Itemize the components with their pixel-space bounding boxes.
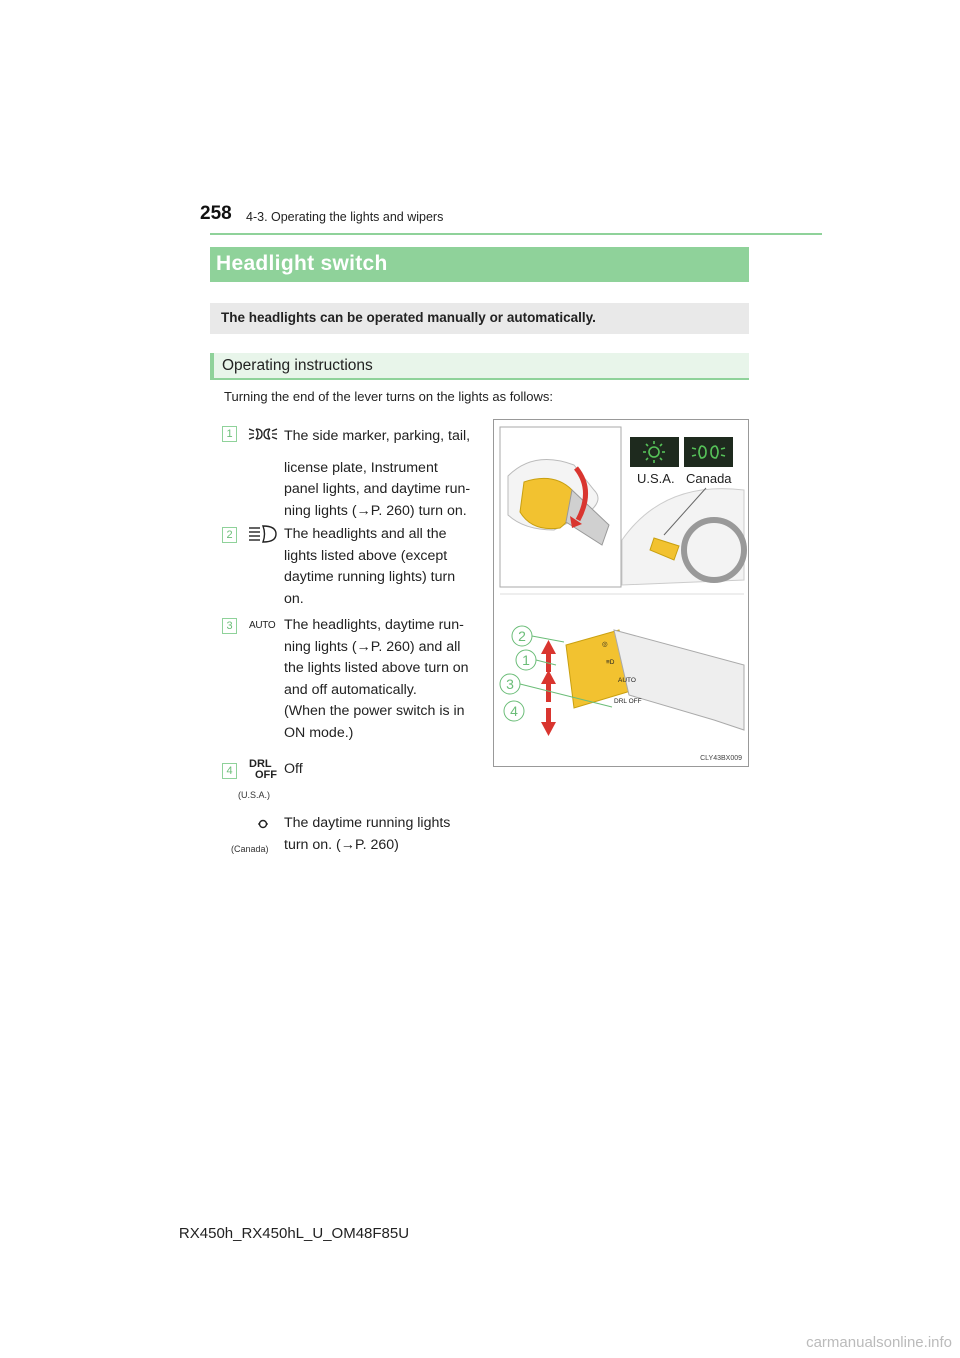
document-code: RX450h_RX450hL_U_OM48F85U (178, 1225, 410, 1242)
page-title: Headlight switch (216, 252, 388, 275)
item-5-text: The daytime running lights turn on. (→P. 260) (284, 815, 451, 853)
lever-illustration (493, 419, 749, 767)
side-marker-lights-icon (248, 426, 278, 442)
item-number-1: 1 (222, 426, 237, 442)
footer (0, 1225, 960, 1242)
callout-3: 3 (506, 676, 514, 692)
callout-2: 2 (518, 628, 526, 644)
item-4-text: Off (284, 761, 303, 777)
callout-4: 4 (510, 703, 518, 719)
svg-text:≡D: ≡D (606, 659, 615, 666)
intro-box (210, 303, 749, 334)
drl-off-label-icon: DRL OFF (249, 758, 277, 781)
headlights-icon (248, 524, 278, 544)
item-1-text: The side marker, parking, tail, license plate, Instrument panel lights, and daytime run- ning lights (→P. 260) turn on. (284, 428, 471, 519)
label-canada: Canada (686, 471, 732, 486)
callout-1: 1 (522, 652, 530, 668)
figure-code: CLY43BX009 (700, 755, 742, 762)
item-number-3: 3 (222, 618, 237, 634)
region-usa: (U.S.A.) (238, 790, 271, 800)
intro-text: The headlights can be operated manually or automatically. (221, 310, 596, 325)
header-divider (210, 233, 822, 235)
region-canada: (Canada) (231, 844, 269, 854)
item-number-2: 2 (222, 527, 237, 543)
svg-text:DRL OFF: DRL OFF (614, 698, 642, 705)
section-header: 4-3. Operating the lights and wipers (246, 210, 444, 224)
dashboard-shape (622, 489, 744, 585)
page-number: 258 (200, 203, 232, 224)
label-usa: U.S.A. (637, 471, 675, 486)
watermark: carmanualsonline.info (806, 1334, 952, 1351)
indicator-canada (684, 437, 733, 467)
svg-text:AUTO: AUTO (618, 677, 636, 684)
position-arrows (541, 640, 556, 736)
auto-icon: AUTO (249, 620, 276, 631)
title-bar (210, 247, 749, 282)
subsection-bar (210, 353, 749, 380)
subsection-title: Operating instructions (222, 357, 373, 374)
illustration-svg (494, 420, 748, 766)
lead-text: Turning the end of the lever turns on the lights as follows: (224, 389, 554, 404)
item-number-4: 4 (222, 763, 237, 779)
svg-text:◎: ◎ (602, 641, 608, 648)
item-2-text: The headlights and all the lights listed above (except daytime running lights) turn on. (284, 526, 456, 607)
item-3-text: The headlights, daytime run- ning lights (→P. 260) and all the lights listed above turn on and off automatically. (When the power switch is in ON mode.) (284, 617, 469, 741)
drl-off-icon (257, 818, 269, 830)
